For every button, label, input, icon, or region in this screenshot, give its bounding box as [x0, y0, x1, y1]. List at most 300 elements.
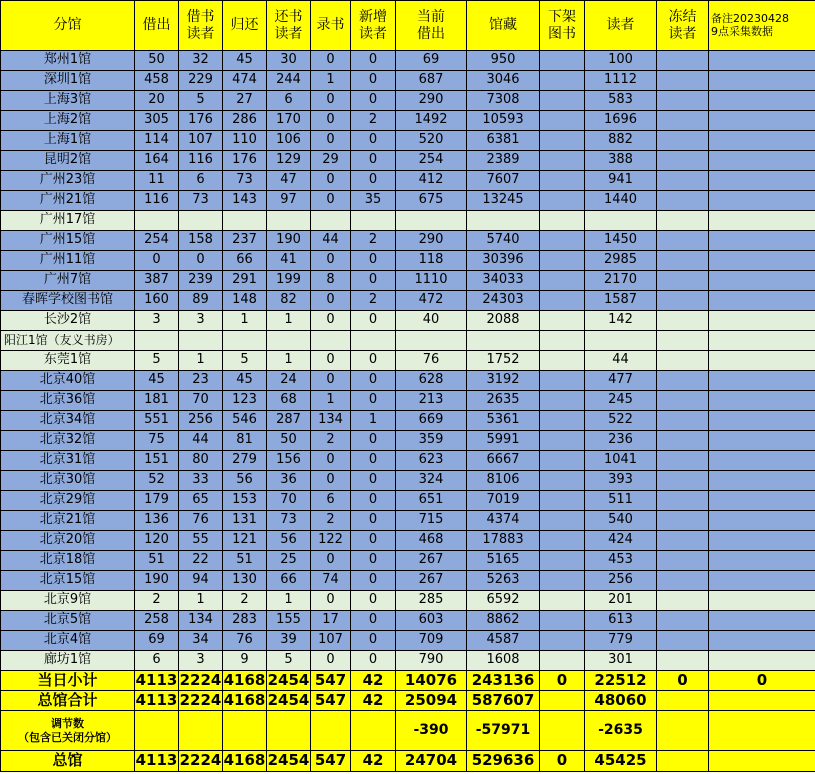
- table-cell: 118: [396, 251, 467, 271]
- table-cell: [540, 651, 585, 671]
- table-cell: 129: [267, 151, 311, 171]
- table-cell: [267, 211, 311, 231]
- table-cell: 7308: [467, 91, 540, 111]
- table-row: [1, 151, 815, 171]
- table-cell: 25094: [396, 691, 467, 711]
- table-cell: 44: [179, 431, 223, 451]
- table-cell: 244: [267, 71, 311, 91]
- branch-name: 东莞1馆: [1, 351, 135, 371]
- table-cell: 290: [396, 231, 467, 251]
- table-cell: 213: [396, 391, 467, 411]
- table-cell: [540, 711, 585, 751]
- table-cell: [657, 471, 709, 491]
- table-cell: 199: [267, 271, 311, 291]
- table-cell: 603: [396, 611, 467, 631]
- table-cell: [657, 351, 709, 371]
- table-cell: [709, 531, 815, 551]
- table-cell: 287: [267, 411, 311, 431]
- branch-name: 北京5馆: [1, 611, 135, 631]
- branch-name: 北京18馆: [1, 551, 135, 571]
- col-cataloged: 录书: [311, 1, 351, 51]
- table-row: [1, 571, 815, 591]
- table-cell: 472: [396, 291, 467, 311]
- table-cell: 474: [223, 71, 267, 91]
- table-cell: 106: [267, 131, 311, 151]
- table-cell: 4113: [135, 690, 178, 709]
- table-cell: [540, 151, 585, 171]
- col-collection: 馆藏: [467, 1, 540, 51]
- table-cell: 388: [585, 151, 657, 171]
- table-cell: [311, 331, 351, 351]
- table-cell: 0: [351, 571, 396, 591]
- table-cell: 40: [396, 311, 467, 331]
- col-returners: 还书 读者: [267, 1, 311, 51]
- table-cell: [709, 171, 815, 191]
- table-cell: 285: [396, 591, 467, 611]
- table-cell: 94: [179, 571, 223, 591]
- table-cell: 10593: [467, 111, 540, 131]
- table-cell: 3: [179, 311, 223, 331]
- table-cell: 387: [135, 271, 179, 291]
- table-cell: 453: [585, 551, 657, 571]
- table-cell: 7019: [467, 491, 540, 511]
- table-cell: [396, 211, 467, 231]
- table-cell: 5740: [467, 231, 540, 251]
- table-cell: 301: [585, 651, 657, 671]
- table-cell: 81: [223, 431, 267, 451]
- table-cell: 4168: [223, 670, 266, 689]
- table-cell: [657, 191, 709, 211]
- table-cell: 148: [223, 291, 267, 311]
- table-cell: 179: [135, 491, 179, 511]
- table-cell: 675: [396, 191, 467, 211]
- table-cell: 790: [396, 651, 467, 671]
- table-cell: [709, 391, 815, 411]
- table-cell: [709, 611, 815, 631]
- table-cell: 100: [585, 51, 657, 71]
- table-cell: 709: [396, 631, 467, 651]
- table-cell: 6: [267, 91, 311, 111]
- table-cell: 2454: [267, 670, 310, 689]
- table-cell: [657, 171, 709, 191]
- table-cell: [467, 211, 540, 231]
- table-cell: [709, 471, 815, 491]
- branch-name: 上海3馆: [1, 91, 135, 111]
- table-cell: 73: [267, 511, 311, 531]
- table-cell: [657, 511, 709, 531]
- table-cell: 546: [223, 411, 267, 431]
- col-lent: 借出: [135, 1, 179, 51]
- table-cell: 123: [223, 391, 267, 411]
- table-cell: 1: [223, 311, 267, 331]
- table-cell: 170: [267, 111, 311, 131]
- table-cell: 651: [396, 491, 467, 511]
- table-cell: 29: [311, 151, 351, 171]
- table-cell: 0: [311, 111, 351, 131]
- table-cell: 17: [311, 611, 351, 631]
- table-cell: 52: [135, 471, 179, 491]
- branch-name: 总馆合计: [1, 691, 135, 711]
- table-cell: 82: [267, 291, 311, 311]
- table-cell: 65: [179, 491, 223, 511]
- table-row: [1, 51, 815, 71]
- table-cell: [540, 211, 585, 231]
- table-cell: 131: [223, 511, 267, 531]
- table-cell: 424: [585, 531, 657, 551]
- table-cell: 2: [351, 231, 396, 251]
- table-cell: [709, 751, 815, 772]
- table-cell: [709, 691, 815, 711]
- table-cell: 243136: [467, 671, 540, 691]
- table-cell: 2: [135, 591, 179, 611]
- summary-row: [1, 711, 815, 751]
- table-cell: 0: [351, 611, 396, 631]
- table-cell: [223, 211, 267, 231]
- table-cell: 5: [135, 351, 179, 371]
- table-cell: 1696: [585, 111, 657, 131]
- table-cell: 0: [351, 511, 396, 531]
- table-cell: 143: [223, 191, 267, 211]
- table-cell: 0: [311, 191, 351, 211]
- table-cell: 1450: [585, 231, 657, 251]
- table-cell: 116: [179, 151, 223, 171]
- table-cell: 0: [351, 271, 396, 291]
- table-cell: 190: [267, 231, 311, 251]
- table-row: [1, 591, 815, 611]
- table-cell: 30: [267, 51, 311, 71]
- table-cell: 547: [311, 751, 351, 772]
- table-cell: 511: [585, 491, 657, 511]
- branch-name: 北京21馆: [1, 511, 135, 531]
- table-cell: [540, 411, 585, 431]
- table-cell: 13245: [467, 191, 540, 211]
- table-cell: 687: [396, 71, 467, 91]
- table-cell: 23: [179, 371, 223, 391]
- table-row: [1, 551, 815, 571]
- table-cell: 51: [223, 551, 267, 571]
- table-cell: 176: [179, 111, 223, 131]
- table-cell: 74: [311, 571, 351, 591]
- table-cell: 359: [396, 431, 467, 451]
- table-cell: 283: [223, 611, 267, 631]
- table-cell: 0: [657, 671, 709, 691]
- table-cell: 236: [585, 431, 657, 451]
- table-cell: [657, 491, 709, 511]
- table-cell: 2454: [267, 751, 311, 772]
- table-cell: [657, 571, 709, 591]
- table-cell: [540, 271, 585, 291]
- table-cell: 30396: [467, 251, 540, 271]
- col-new-readers: 新增 读者: [351, 1, 396, 51]
- table-cell: 5165: [467, 551, 540, 571]
- table-row: [1, 411, 815, 431]
- table-cell: [657, 111, 709, 131]
- col-branch: 分馆: [1, 1, 135, 51]
- table-cell: 4374: [467, 511, 540, 531]
- table-row: [1, 371, 815, 391]
- table-cell: [657, 311, 709, 331]
- table-cell: 0: [311, 251, 351, 271]
- table-cell: [709, 651, 815, 671]
- branch-name: 广州7馆: [1, 271, 135, 291]
- branch-name: 北京34馆: [1, 411, 135, 431]
- table-cell: [179, 331, 223, 351]
- table-row: [1, 251, 815, 271]
- table-cell: 48060: [585, 691, 657, 711]
- table-cell: [709, 631, 815, 651]
- col-returned: 归还: [223, 1, 267, 51]
- table-cell: 0: [311, 311, 351, 331]
- table-cell: [540, 331, 585, 351]
- table-cell: 76: [223, 631, 267, 651]
- table-cell: [540, 251, 585, 271]
- table-cell: [709, 211, 815, 231]
- table-cell: 116: [135, 191, 179, 211]
- table-cell: [709, 191, 815, 211]
- table-cell: [709, 451, 815, 471]
- table-cell: 156: [267, 451, 311, 471]
- branch-name: 广州17馆: [1, 211, 135, 231]
- table-cell: 51: [135, 551, 179, 571]
- table-cell: 1: [267, 351, 311, 371]
- table-row: [1, 231, 815, 251]
- table-cell: 45: [135, 371, 179, 391]
- table-cell: 22512: [585, 671, 657, 691]
- table-cell: 0: [351, 171, 396, 191]
- table-cell: 587607: [467, 691, 540, 711]
- table-cell: [657, 151, 709, 171]
- table-cell: 42: [351, 671, 396, 691]
- table-cell: 0: [351, 91, 396, 111]
- table-row: [1, 291, 815, 311]
- table-cell: 0: [351, 351, 396, 371]
- table-cell: 201: [585, 591, 657, 611]
- table-row: [1, 491, 815, 511]
- table-row: [1, 311, 815, 331]
- table-cell: [467, 331, 540, 351]
- table-cell: 0: [709, 671, 815, 691]
- table-cell: 779: [585, 631, 657, 651]
- table-cell: 151: [135, 451, 179, 471]
- table-cell: 153: [223, 491, 267, 511]
- table-cell: [657, 51, 709, 71]
- table-cell: 2170: [585, 271, 657, 291]
- table-cell: [540, 431, 585, 451]
- branch-name: 上海1馆: [1, 131, 135, 151]
- table-cell: 50: [135, 51, 179, 71]
- table-cell: 76: [396, 351, 467, 371]
- table-cell: 0: [351, 151, 396, 171]
- branch-name: 北京32馆: [1, 431, 135, 451]
- table-cell: 1608: [467, 651, 540, 671]
- table-cell: 136: [135, 511, 179, 531]
- table-cell: 2: [311, 431, 351, 451]
- table-cell: 0: [311, 591, 351, 611]
- table-cell: 73: [223, 171, 267, 191]
- table-cell: 0: [311, 651, 351, 671]
- table-cell: [540, 191, 585, 211]
- table-cell: 34033: [467, 271, 540, 291]
- table-cell: 70: [267, 491, 311, 511]
- table-cell: [709, 151, 815, 171]
- table-cell: [540, 371, 585, 391]
- table-cell: 6: [311, 491, 351, 511]
- table-cell: [657, 331, 709, 351]
- table-row: [1, 131, 815, 151]
- table-cell: [223, 711, 267, 751]
- branch-name: 郑州1馆: [1, 51, 135, 71]
- table-cell: 20: [135, 91, 179, 111]
- table-cell: [135, 211, 179, 231]
- table-cell: 25: [267, 551, 311, 571]
- table-cell: 229: [179, 71, 223, 91]
- table-cell: 1: [267, 591, 311, 611]
- table-cell: 69: [135, 631, 179, 651]
- table-cell: [540, 531, 585, 551]
- table-cell: [351, 211, 396, 231]
- table-cell: [657, 271, 709, 291]
- table-cell: 142: [585, 311, 657, 331]
- table-cell: 0: [351, 491, 396, 511]
- table-cell: [709, 51, 815, 71]
- table-cell: 3046: [467, 71, 540, 91]
- table-cell: 950: [467, 51, 540, 71]
- header-row: [1, 1, 815, 51]
- table-cell: -57971: [467, 711, 540, 751]
- branch-name: 上海2馆: [1, 111, 135, 131]
- table-cell: 134: [311, 411, 351, 431]
- table-cell: 45: [223, 51, 267, 71]
- summary-row: [1, 751, 815, 772]
- table-cell: 245: [585, 391, 657, 411]
- table-cell: [351, 331, 396, 351]
- table-cell: [657, 531, 709, 551]
- table-cell: [657, 211, 709, 231]
- table-cell: 42: [351, 751, 396, 772]
- table-cell: 1: [267, 311, 311, 331]
- summary-row: [1, 671, 815, 691]
- table-cell: 267: [396, 571, 467, 591]
- table-cell: 1110: [396, 271, 467, 291]
- table-cell: 583: [585, 91, 657, 111]
- table-cell: 35: [351, 191, 396, 211]
- table-cell: -2635: [585, 711, 657, 751]
- table-cell: 0: [351, 551, 396, 571]
- table-cell: [396, 331, 467, 351]
- table-cell: [540, 691, 585, 711]
- table-cell: 66: [223, 251, 267, 271]
- table-cell: 291: [223, 271, 267, 291]
- table-cell: [657, 91, 709, 111]
- branch-name: 北京20馆: [1, 531, 135, 551]
- table-cell: [709, 291, 815, 311]
- table-cell: [709, 271, 815, 291]
- table-cell: [657, 591, 709, 611]
- table-cell: 22: [179, 551, 223, 571]
- table-cell: 0: [351, 531, 396, 551]
- branch-name: 北京4馆: [1, 631, 135, 651]
- table-cell: 122: [311, 531, 351, 551]
- table-cell: -390: [396, 711, 467, 751]
- table-cell: 8106: [467, 471, 540, 491]
- table-cell: [540, 551, 585, 571]
- table-cell: 468: [396, 531, 467, 551]
- table-cell: [709, 511, 815, 531]
- table-cell: 0: [351, 71, 396, 91]
- table-cell: [657, 371, 709, 391]
- branch-name: 北京36馆: [1, 391, 135, 411]
- col-current-lent: 当前 借出: [396, 1, 467, 51]
- table-cell: 32: [179, 51, 223, 71]
- branch-name: 北京9馆: [1, 591, 135, 611]
- table-cell: [179, 211, 223, 231]
- table-cell: 97: [267, 191, 311, 211]
- table-cell: 80: [179, 451, 223, 471]
- table-row: [1, 531, 815, 551]
- table-cell: 324: [396, 471, 467, 491]
- branch-name: 廊坊1馆: [1, 651, 135, 671]
- table-cell: 0: [311, 171, 351, 191]
- table-cell: [657, 251, 709, 271]
- table-cell: [540, 311, 585, 331]
- table-cell: 158: [179, 231, 223, 251]
- table-cell: 2985: [585, 251, 657, 271]
- table-row: [1, 611, 815, 631]
- table-cell: [540, 451, 585, 471]
- table-cell: 4168: [223, 690, 266, 709]
- table-cell: 0: [311, 451, 351, 471]
- table-cell: 237: [223, 231, 267, 251]
- table-row: [1, 331, 815, 351]
- table-cell: 33: [179, 471, 223, 491]
- table-cell: 5: [179, 91, 223, 111]
- table-cell: 107: [311, 631, 351, 651]
- table-cell: 0: [351, 471, 396, 491]
- table-cell: [709, 371, 815, 391]
- table-cell: 2224: [179, 690, 222, 709]
- table-cell: 0: [351, 371, 396, 391]
- table-cell: [540, 51, 585, 71]
- table-cell: [267, 331, 311, 351]
- table-cell: [540, 231, 585, 251]
- table-cell: 70: [179, 391, 223, 411]
- table-cell: 5263: [467, 571, 540, 591]
- branch-name: 广州21馆: [1, 191, 135, 211]
- table-cell: 0: [351, 251, 396, 271]
- table-cell: 267: [396, 551, 467, 571]
- table-cell: 176: [223, 151, 267, 171]
- table-cell: [311, 711, 351, 751]
- table-cell: 155: [267, 611, 311, 631]
- table-cell: 69: [396, 51, 467, 71]
- table-cell: 547: [311, 691, 351, 711]
- table-cell: 56: [223, 471, 267, 491]
- table-cell: 520: [396, 131, 467, 151]
- table-cell: 1041: [585, 451, 657, 471]
- table-cell: 1: [311, 71, 351, 91]
- table-cell: 0: [311, 351, 351, 371]
- table-cell: [311, 211, 351, 231]
- table-cell: [657, 291, 709, 311]
- table-cell: 89: [179, 291, 223, 311]
- table-cell: 76: [179, 511, 223, 531]
- table-cell: 1: [311, 391, 351, 411]
- table-cell: [540, 471, 585, 491]
- table-cell: 882: [585, 131, 657, 151]
- table-cell: 5: [267, 651, 311, 671]
- table-cell: [709, 231, 815, 251]
- col-borrowers: 借书 读者: [179, 1, 223, 51]
